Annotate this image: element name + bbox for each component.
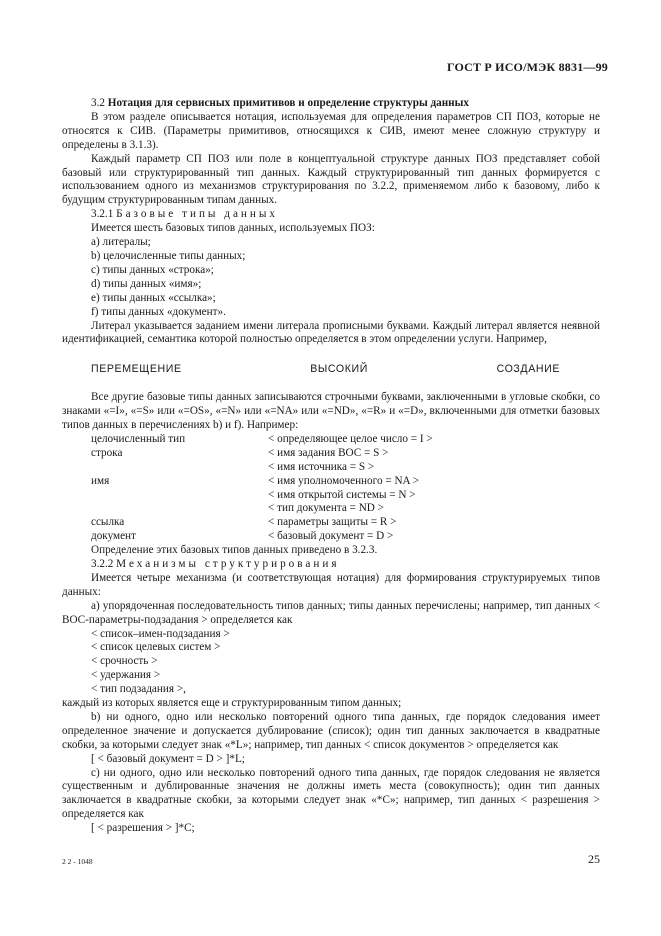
document-body [62,97,600,836]
definition-term [62,502,268,516]
subsection-heading-321 [62,208,600,222]
paragraph: каждый из которых является еще и структурированным типом данных; [62,697,402,710]
definition-term: документ [91,530,136,543]
definition-value: < тип документа = ND > [268,502,384,515]
subsection-title: Базовые типы данных [116,208,278,221]
paragraph: b) ни одного, одно или несколько повторений одного типа данных, где порядок следования имеет определенное значение и допускается дублирование (список); один тип данных заключается в квадратные скобки, за которыми следует знак «*L»; например, тип данных < список документов > определяется как [62,710,600,751]
page-number: 25 [588,852,600,866]
list-item: c) типы данных «строка»; [91,263,214,276]
paragraph: c) ни одного, одно или несколько повторений одного типа данных, где порядок следования не является существенным и дублированные значения не должны иметь места (совокупность); один тип данных заключается в квадратные скобки, за которыми следует знак «*C»; например, тип данных < разрешения > определяется как [62,766,600,821]
definition-row [62,502,600,516]
subsection-title: Механизмы структурирования [116,557,340,570]
definition-row [62,489,600,503]
code-example: [ < разрешения > ]*C; [91,822,195,835]
definition-term: ссылка [91,516,125,529]
definition-term: строка [91,446,123,459]
definition-row [62,433,600,447]
list-item: < удержания > [91,669,161,682]
paragraph: Все другие базовые типы данных записываются строчными буквами, заключенными в угловые скобки, со знаками «=I», «=S» или «=OS», «=N» или «=NA» или «=ND», «=R» и «=D», включенными для отметки базовых типов данных в перечислениях b) и f). Например: [62,391,600,432]
literal-examples [62,363,600,377]
paragraph: Имеется четыре механизма (и соответствующая нотация) для формирования структурируемых типов данных: [62,571,600,598]
list-item: < список–имен-подзадания > [91,627,230,640]
list-item: e) типы данных «ссылка»; [91,291,216,304]
definition-term [62,461,268,475]
definition-value: < имя открытой системы = N > [268,488,416,501]
definition-value: < имя уполномоченного = NA > [268,474,420,487]
definition-row [62,530,600,544]
definition-row [62,516,600,530]
list-item: f) типы данных «документ». [91,305,226,318]
definition-list [62,433,600,544]
literal-example: ПЕРЕМЕЩЕНИЕ [91,363,182,376]
document-header: ГОСТ Р ИСО/МЭК 8831—99 [446,60,608,74]
list-item: a) литералы; [91,236,151,249]
list-item: d) типы данных «имя»; [91,277,202,290]
print-code: 2 2 - 1048 [62,857,93,866]
section-number: 3.2 [91,97,105,109]
paragraph: Литерал указывается заданием имени литерала прописными буквами. Каждый литерал является неявной идентификацией, семантика которой полностью определяется в этом определении услуги. Например, [62,319,600,346]
definition-row [62,447,600,461]
literal-example: ВЫСОКИЙ [310,363,368,376]
definition-value: < параметры защиты = R > [268,516,397,529]
code-example: [ < базовый документ = D > ]*L; [91,752,245,765]
paragraph: Определение этих базовых типов данных приведено в 3.2.3. [91,544,378,557]
subsection-number: 3.2.2 [91,557,114,570]
subsection-heading-322 [62,558,600,572]
literal-example: СОЗДАНИЕ [496,363,560,376]
definition-term [62,489,268,503]
definition-term: целочисленный тип [91,432,186,445]
definition-value: < имя источника = S > [268,460,375,473]
section-title: Нотация для сервисных примитивов и определение структуры данных [107,97,469,109]
section-heading [62,97,600,111]
definition-term: имя [91,474,110,487]
paragraph: Каждый параметр СП ПОЗ или поле в концептуальной структуре данных ПОЗ представляет собой базовый или структурированный тип данных. Каждый структурированный тип данных формируется с использованием одного из механизмов структурирования по 3.2.2, применяемом либо к базовому, либо к будущим структурированным типам данных. [62,152,600,207]
list-item: < тип подзадания >, [91,683,186,696]
paragraph: Имеется шесть базовых типов данных, используемых ПОЗ: [91,222,375,235]
paragraph: В этом разделе описывается нотация, используемая для определения параметров СП ПОЗ, которые не относятся к СИВ. (Параметры примитивов, относящихся к СИВ, имеют менее сложную структуру и определены в 3.1.3). [62,110,600,151]
list-item: < срочность > [91,655,158,668]
definition-value: < имя задания ВОС = S > [268,446,389,459]
list-item: < список целевых систем > [91,641,221,654]
definition-value: < базовый документ = D > [268,530,394,543]
subsection-number: 3.2.1 [91,208,114,221]
definition-value: < определяющее целое число = I > [268,432,433,445]
definition-row [62,475,600,489]
paragraph: a) упорядоченная последовательность типов данных; типы данных перечислены; например, тип данных < ВОС-параметры-подзадания > определяется как [62,599,600,626]
definition-row [62,461,600,475]
list-item: b) целочисленные типы данных; [91,249,246,262]
